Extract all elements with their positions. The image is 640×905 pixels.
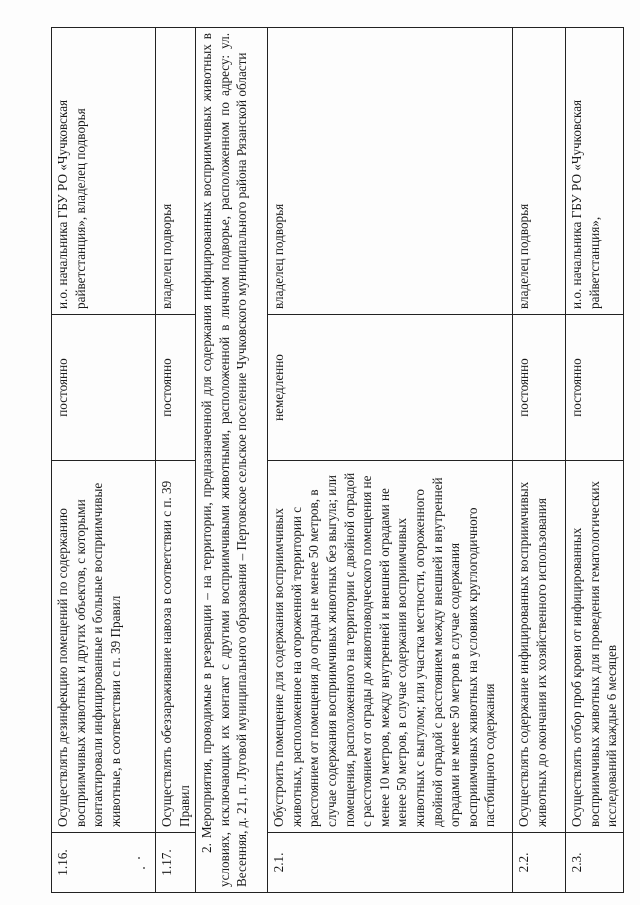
row-responsible: владелец подворья (513, 28, 566, 315)
row-responsible: и.о. начальника ГБУ РО «Чучковская райветстанция», (566, 28, 624, 315)
section-heading-row (196, 28, 268, 893)
row-number: 1.16. (52, 833, 156, 893)
measures-table (51, 27, 624, 893)
row-term: постоянно (156, 315, 196, 461)
table-row (268, 28, 513, 893)
row-number: 1.17. (156, 833, 196, 893)
row-term: немедленно (268, 315, 513, 461)
row-term: постоянно (566, 315, 624, 461)
section-2-heading: 2. Мероприятия, проводимые в резервации – на территории, предназначенной для содержания инфицированных восприимчивых животных в условиях, исключающих их контакт с другими восприимчивыми животными, расположенной в личном подворье, расположенном по адресу: ул. Весенняя, д. 21, п. Луговой муниципального образования – Пертовское сельское поселение Чучковского муниципального района Рязанской области (196, 28, 268, 893)
row-responsible: владелец подворья (156, 28, 196, 315)
row-number: 2.1. (268, 833, 513, 893)
row-action: Осуществлять содержание инфицированных восприимчивых животных до окончания их хозяйственного использования (513, 461, 566, 833)
row-action: Осуществлять дезинфекцию помещений по содержанию восприимчивых животных и других объектов, с которыми контактировали инфицированные и больные восприимчивые животные, в соответствии с п. 39 Правил (52, 461, 156, 833)
table-row (156, 28, 196, 893)
row-number: 2.2. (513, 833, 566, 893)
row-responsible: и.о. начальника ГБУ РО «Чучковская райветстанция», владелец подворья (52, 28, 156, 315)
row-action: Осуществлять отбор проб крови от инфицированных восприимчивых животных для проведения гематологических исследований каждые 6 месяцев (566, 461, 624, 833)
rotated-document-page (51, 28, 620, 893)
table-row (566, 28, 624, 893)
table-row (52, 28, 156, 893)
table-row (513, 28, 566, 893)
row-action: Осуществлять обеззараживание навоза в соответствии с п. 39 Правил (156, 461, 196, 833)
scan-speck (138, 857, 140, 859)
row-number: 2.3. (566, 833, 624, 893)
scan-speck (143, 867, 145, 869)
row-term: постоянно (52, 315, 156, 461)
row-responsible: владелец подворья (268, 28, 513, 315)
row-term: постоянно (513, 315, 566, 461)
row-action: Обустроить помещение для содержания восприимчивых животных, расположенное на огороженной территории с расстоянием от помещения до ограды не менее 50 метров, в случае содержания восприимчивых животных без выгула; или помещения, расположенного на территории с двойной оградой с расстоянием от ограды до животноводческого помещения не менее 10 метров, между внутренней и внешней оградами не менее 50 метров, в случае содержания восприимчивых животных с выгулом; или участка местности, огороженного двойной оградой с расстоянием между внешней и внутренней оградами не менее 50 метров в случае содержания восприимчивых животных на условиях круглогодичного пастбищного содержания (268, 461, 513, 833)
